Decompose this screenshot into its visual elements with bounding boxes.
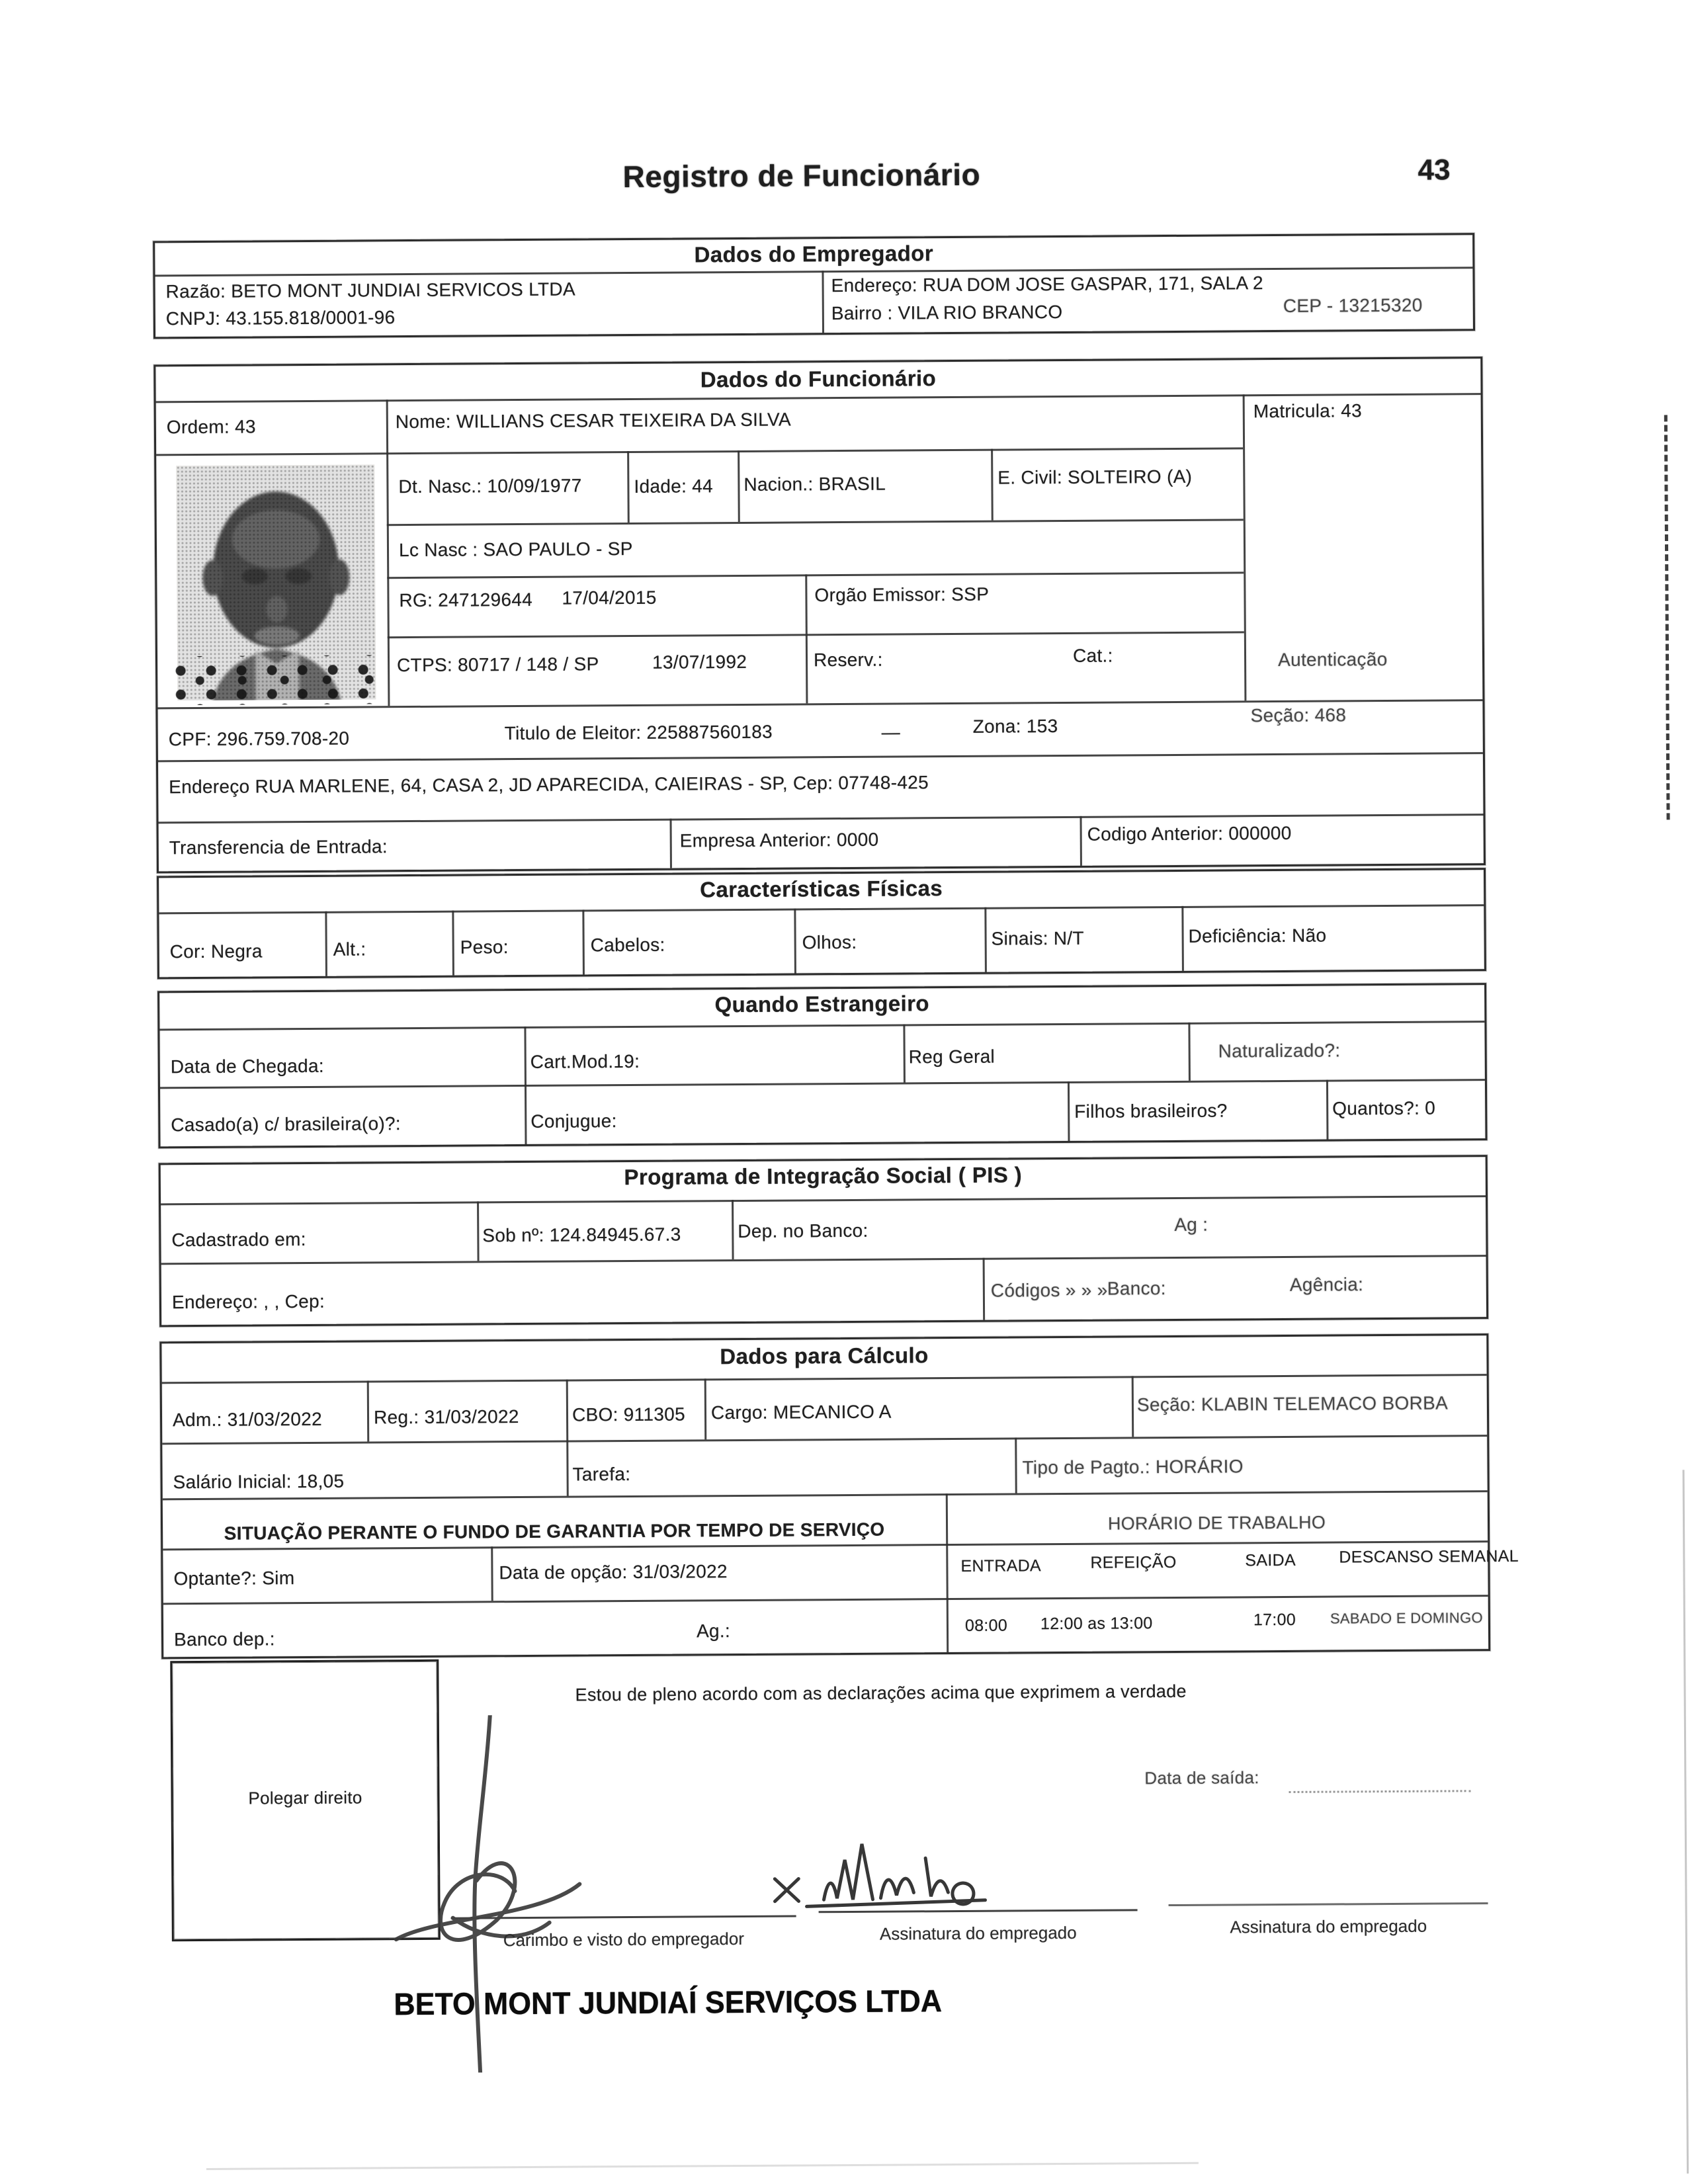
field-ctps-data: 13/07/1992	[652, 651, 747, 673]
field-registro: Reg.: 31/03/2022	[373, 1406, 519, 1428]
field-bairro: Bairro : VILA RIO BRANCO	[831, 301, 1063, 324]
grid-line	[156, 447, 1243, 456]
grid-line	[477, 1201, 480, 1261]
field-secao-trabalho: Seção: KLABIN TELEMACO BORBA	[1136, 1392, 1449, 1415]
val-entrada: 08:00	[964, 1616, 1008, 1635]
val-refeicao: 12:00 as 13:00	[1040, 1614, 1153, 1634]
grid-line	[1326, 1080, 1329, 1140]
grid-line	[162, 1435, 1487, 1445]
grid-line	[1080, 816, 1081, 866]
val-descanso: SABADO E DOMINGO	[1330, 1609, 1483, 1627]
field-pis-numero: Sob nº: 124.84945.67.3	[482, 1224, 681, 1246]
field-casado-brasileira: Casado(a) c/ brasileira(o)?:	[171, 1113, 402, 1136]
field-secao-eleitoral: Seção: 468	[1250, 704, 1347, 726]
section-heading-estrangeiro: Quando Estrangeiro	[714, 991, 930, 1017]
grid-line	[491, 1546, 493, 1601]
field-matricula: Matricula: 43	[1253, 400, 1363, 422]
field-data-chegada: Data de Chegada:	[170, 1055, 324, 1077]
scan-bottom-streak	[206, 2162, 1199, 2170]
field-altura: Alt.:	[333, 939, 366, 960]
grid-line	[983, 1258, 986, 1320]
field-endereco-funcionario: Endereço RUA MARLENE, 64, CASA 2, JD APARECIDA, CAIEIRAS - SP, Cep: 07748-425	[169, 772, 929, 798]
field-ctps: CTPS: 80717 / 148 / SP	[396, 653, 599, 676]
heading-horario-trabalho: HORÁRIO DE TRABALHO	[1107, 1512, 1326, 1534]
col-descanso: DESCANSO SEMANAL	[1339, 1546, 1519, 1567]
section-caracteristicas-fisicas	[157, 868, 1486, 979]
company-stamp-text: BETO MONT JUNDIAÍ SERVIÇOS LTDA	[394, 1983, 943, 2022]
field-naturalizado: Naturalizado?:	[1218, 1040, 1341, 1062]
page-title: Registro de Funcionário	[622, 157, 981, 194]
thumbprint-label: Polegar direito	[248, 1787, 362, 1808]
field-conjugue: Conjugue:	[530, 1111, 617, 1132]
grid-line	[158, 752, 1483, 762]
section-heading-pis: Programa de Integração Social ( PIS )	[624, 1162, 1023, 1190]
val-saida: 17:00	[1253, 1610, 1296, 1630]
grid-line	[162, 1374, 1487, 1384]
col-saida: SAIDA	[1245, 1550, 1296, 1570]
field-rg-data: 17/04/2015	[562, 587, 657, 609]
heading-fgts: SITUAÇÃO PERANTE O FUNDO DE GARANTIA POR TEMPO DE SERVIÇO	[224, 1519, 885, 1544]
grid-line	[163, 1490, 1488, 1500]
field-cat: Cat.:	[1072, 645, 1113, 666]
field-filhos-brasileiros: Filhos brasileiros?	[1074, 1100, 1228, 1122]
grid-line	[627, 451, 630, 523]
grid-line	[1068, 1081, 1070, 1141]
field-estado-civil: E. Civil: SOLTEIRO (A)	[997, 466, 1193, 488]
field-codigos: Códigos » » »	[990, 1279, 1108, 1301]
field-orgao-emissor: Orgão Emissor: SSP	[814, 583, 990, 606]
field-tipo-pagto: Tipo de Pagto.: HORÁRIO	[1022, 1456, 1244, 1478]
grid-line	[163, 1595, 1488, 1605]
grid-line	[159, 1021, 1484, 1030]
field-cnpj: CNPJ: 43.155.818/0001-96	[165, 307, 396, 329]
field-reserv: Reserv.:	[813, 649, 883, 671]
grid-line	[160, 1079, 1485, 1089]
field-cpf: CPF: 296.759.708-20	[168, 728, 350, 750]
field-cor: Cor: Negra	[169, 941, 263, 962]
grid-line	[1243, 394, 1247, 700]
grid-line	[806, 634, 808, 703]
grid-line	[738, 450, 740, 522]
field-dep-banco: Dep. no Banco:	[738, 1220, 868, 1242]
grid-line	[670, 819, 672, 868]
grid-line	[1188, 1023, 1191, 1081]
field-endereco-empregador: Endereço: RUA DOM JOSE GASPAR, 171, SALA 2	[831, 273, 1263, 296]
field-banco-dep: Banco dep.:	[173, 1628, 275, 1650]
field-titulo-eleitor: Titulo de Eleitor: 225887560183	[504, 721, 773, 744]
field-nacion: Nacion.: BRASIL	[743, 473, 886, 495]
col-refeicao: REFEIÇÃO	[1090, 1552, 1177, 1572]
grid-line	[367, 1380, 370, 1441]
grid-line	[452, 911, 454, 976]
grid-line	[704, 1378, 707, 1439]
grid-line	[903, 1024, 906, 1082]
field-salario-inicial: Salário Inicial: 18,05	[173, 1470, 345, 1493]
field-agencia-dep: Ag.:	[696, 1620, 731, 1642]
field-pis-endereco: Endereço: , , Cep:	[171, 1290, 325, 1313]
field-cep: CEP - 13215320	[1283, 294, 1423, 316]
signature-line-employee-2	[1169, 1902, 1488, 1906]
field-agencia: Agência:	[1289, 1274, 1364, 1295]
field-peso: Peso:	[460, 937, 509, 958]
field-quantos: Quantos?: 0	[1332, 1097, 1436, 1119]
grid-line	[566, 1380, 569, 1496]
grid-line	[388, 631, 1244, 638]
field-codigo-anterior: Codigo Anterior: 000000	[1087, 822, 1292, 845]
section-dados-empregador	[153, 233, 1475, 339]
field-autenticacao: Autenticação	[1277, 649, 1388, 671]
grid-line	[159, 904, 1484, 914]
grid-line	[991, 449, 994, 521]
field-empresa-anterior: Empresa Anterior: 0000	[679, 829, 879, 851]
field-cabelos: Cabelos:	[590, 934, 665, 956]
field-dt-nasc: Dt. Nasc.: 10/09/1977	[398, 475, 582, 497]
field-data-opcao: Data de opção: 31/03/2022	[499, 1561, 728, 1583]
scan-edge-dashed-line	[1664, 415, 1670, 819]
field-sinais: Sinais: N/T	[991, 927, 1084, 949]
section-heading-calculo: Dados para Cálculo	[720, 1343, 929, 1369]
scan-edge-faint-line	[1683, 1470, 1689, 2173]
grid-line	[984, 907, 987, 972]
section-quando-estrangeiro	[157, 983, 1487, 1148]
field-razao: Razão: BETO MONT JUNDIAI SERVICOS LTDA	[165, 278, 575, 302]
grid-line	[805, 574, 808, 634]
grid-line	[386, 399, 390, 706]
data-saida-line	[1289, 1769, 1470, 1793]
field-cargo: Cargo: MECANICO A	[710, 1401, 892, 1423]
field-reg-geral: Reg Geral	[908, 1046, 995, 1068]
page-number: 43	[1418, 153, 1451, 187]
field-zona: Zona: 153	[972, 716, 1058, 737]
section-heading-caracteristicas: Características Físicas	[700, 876, 943, 902]
field-ordem: Ordem: 43	[166, 416, 256, 438]
section-pis	[159, 1155, 1488, 1327]
field-data-saida: Data de saída:	[1144, 1767, 1259, 1788]
field-pis-agencia: Ag :	[1174, 1214, 1208, 1235]
label-assinatura-empregado-1: Assinatura do empregado	[879, 1922, 1077, 1944]
grid-line	[732, 1200, 734, 1259]
section-heading-funcionario: Dados do Funcionário	[700, 366, 937, 392]
grid-line	[387, 519, 1244, 526]
field-cadastrado-em: Cadastrado em:	[171, 1229, 306, 1251]
field-local-nascimento: Lc Nasc : SAO PAULO - SP	[398, 538, 633, 561]
declaration-text: Estou de pleno acordo com as declarações acima que exprimem a verdade	[575, 1681, 1187, 1705]
grid-line	[325, 911, 327, 976]
field-tarefa: Tarefa:	[572, 1464, 631, 1485]
field-cbo: CBO: 911305	[572, 1404, 685, 1425]
grid-line	[161, 1255, 1486, 1265]
field-transferencia: Transferencia de Entrada:	[169, 836, 388, 859]
section-dados-calculo	[159, 1333, 1519, 1659]
field-idade: Idade: 44	[634, 476, 714, 497]
field-traco: —	[881, 722, 901, 743]
grid-line	[387, 571, 1244, 579]
field-olhos: Olhos:	[802, 931, 857, 953]
grid-line	[582, 909, 585, 974]
section-heading-empregador: Dados do Empregador	[694, 241, 934, 267]
field-nome: Nome: WILLIANS CESAR TEIXEIRA DA SILVA	[395, 409, 791, 433]
field-deficiencia: Deficiência: Não	[1188, 925, 1327, 946]
col-entrada: ENTRADA	[960, 1556, 1042, 1575]
grid-line	[1132, 1376, 1134, 1437]
fingerprint-dots	[163, 655, 385, 705]
label-assinatura-empregado-2: Assinatura do empregado	[1230, 1915, 1427, 1937]
field-banco: Banco:	[1107, 1278, 1166, 1299]
grid-line	[794, 908, 796, 973]
field-cart-mod19: Cart.Mod.19:	[530, 1050, 640, 1072]
field-rg: RG: 247129644	[399, 589, 533, 611]
field-admissao: Adm.: 31/03/2022	[172, 1408, 322, 1431]
section-dados-funcionario	[153, 357, 1486, 873]
grid-line	[1181, 906, 1184, 971]
label-carimbo-empregador: Carimbo e visto do empregador	[503, 1928, 745, 1951]
grid-line	[822, 271, 824, 333]
grid-line	[161, 1195, 1486, 1205]
field-optante: Optante?: Sim	[173, 1568, 295, 1589]
grid-line	[1015, 1437, 1017, 1493]
